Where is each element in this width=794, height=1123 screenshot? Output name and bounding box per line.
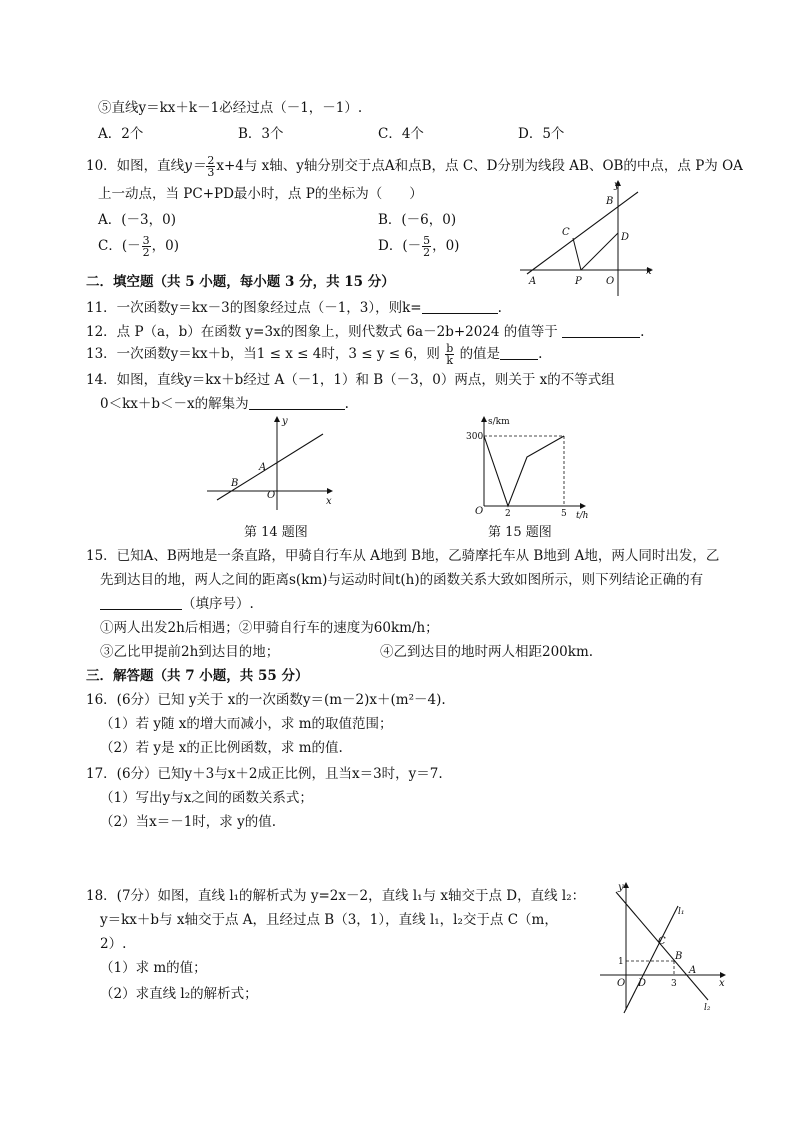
q12: 12．点 P（a，b）在函数 y=3x的图象上，则代数式 6a－2b+2024 的值等于 . — [86, 324, 645, 340]
q10-fig-point-c: C — [562, 227, 570, 238]
q18-part1: （1）求 m的值； — [100, 960, 207, 976]
q13: 13．一次函数y＝kx＋b，当1 ≤ x ≤ 4时，3 ≤ y ≤ 6，则 $\frac{b}{k}$ 的值是 . — [86, 342, 543, 367]
q14-fig-point-b: B — [231, 478, 239, 489]
q18-fig-y-label: y — [618, 882, 624, 893]
q10-fraction: $\frac{2}{3}$ — [207, 154, 215, 179]
q18-fig-l2-label: l₂ — [704, 1003, 711, 1013]
q14-fig-point-a: A — [259, 462, 267, 473]
q18-fig-y1: 1 — [618, 957, 624, 967]
q10-option-c: C．(－ $\frac{3}{2}$ ，0) — [98, 234, 179, 259]
q10-option-d: D．(－ $\frac{5}{2}$ ，0) — [378, 234, 460, 259]
q18-fig-point-a: A — [689, 965, 697, 976]
q15-answer-blank — [100, 595, 182, 610]
q11: 11．一次函数y＝kx－3的图象经过点（－1，3），则k= . — [86, 300, 502, 316]
section-3-heading: 三．解答题（共 7 小题，共 55 分） — [86, 668, 309, 684]
q18-fig-point-d: D — [638, 978, 647, 989]
q15-fig-y300: 300 — [466, 432, 484, 442]
q9-option-b: B．3个 — [238, 126, 284, 142]
q15-caption: 第 15 题图 — [488, 525, 552, 540]
q15-stem-line1: 15．已知A、B两地是一条直路，甲骑自行车从 A地到 B地，乙骑摩托车从 B地到 A地，两人同时出发，乙 — [86, 548, 720, 564]
q9-item5: ⑤直线y＝kx＋k－1必经过点（－1，－1）. — [98, 100, 363, 116]
q18-fig-l1-label: l₁ — [678, 907, 685, 917]
q16-part1: （1）若 y随 x的增大而减小，求 m的取值范围； — [100, 716, 393, 732]
q15-stem-line2: 先到达目的地，两人之间的距离s(km)与运动时间t(h)的函数关系大致如图所示，则下列结论正确的有 — [100, 572, 704, 588]
q14-stem-line2: 0＜kx＋b＜－x的解集为 . — [100, 396, 349, 412]
q15-fig-x-label: t/h — [576, 511, 589, 521]
q10-option-b: B．(－6，0) — [378, 212, 457, 228]
q18-fig-point-b: B — [675, 951, 683, 962]
q10-fig-point-b: B — [606, 196, 614, 207]
q10-fig-point-p: P — [575, 276, 582, 287]
q9-option-c: C．4个 — [378, 126, 424, 142]
q14-caption: 第 14 题图 — [244, 525, 308, 540]
q10-fig-point-d: D — [621, 232, 630, 243]
q15-choices-1-2: ①两人出发2h后相遇；②甲骑自行车的速度为60km/h； — [100, 620, 439, 636]
q18-fig-point-c: C — [658, 936, 666, 947]
q14-fig-origin: O — [267, 490, 276, 501]
q18-stem-line2: y＝kx＋b与 x轴交于点 A，且经过点 B（3，1），直线 l₁，l₂交于点 C（m， — [100, 912, 558, 928]
q17-stem: 17．(6分）已知y＋3与x＋2成正比例，且当x＝3时，y＝7. — [86, 766, 443, 782]
q12-answer-blank — [562, 323, 640, 338]
q18-fig-origin: O — [617, 978, 626, 989]
q13-answer-blank — [500, 345, 538, 360]
q18-part2: （2）求直线 l₂的解析式； — [100, 986, 258, 1002]
q14-figure — [205, 416, 335, 512]
q11-answer-blank — [422, 299, 498, 314]
q14-fig-x-label: x — [326, 496, 332, 507]
q9-option-d: D．5个 — [518, 126, 565, 142]
section-2-heading: 二．填空题（共 5 小题，每小题 3 分，共 15 分） — [86, 274, 395, 290]
q9-option-a: A．2个 — [98, 126, 144, 142]
q10-figure — [515, 178, 655, 298]
q16-stem: 16．(6分）已知 y关于 x的一次函数y＝(m－2)x＋(m²－4). — [86, 692, 446, 708]
q14-stem-line1: 14．如图，直线y＝kx＋b经过 A（－1，1）和 B（－3，0）两点，则关于 x的不等式组 — [86, 372, 615, 388]
q17-part2: （2）当x＝－1时，求 y的值. — [100, 814, 277, 830]
q10-stem-line2: 上一动点，当 PC+PD最小时，点 P的坐标为（ ） — [98, 186, 423, 202]
q14-answer-blank — [249, 395, 345, 410]
q15-fig-x5: 5 — [561, 509, 567, 519]
q17-part1: （1）写出y与x之间的函数关系式； — [100, 790, 313, 806]
q10-fig-origin: O — [606, 276, 615, 287]
q18-stem-line3: 2）. — [100, 936, 127, 952]
q15-fig-y-label: s/km — [488, 417, 510, 427]
q15-choice-3: ③乙比甲提前2h到达目的地； — [100, 644, 280, 660]
q10-option-a: A．(－3，0) — [98, 212, 176, 228]
q10-fig-point-a: A — [529, 276, 537, 287]
q10-fig-y-label: y — [614, 180, 620, 191]
q15-stem-line3: （填序号）. — [100, 594, 254, 614]
q10-fig-x-label: x — [646, 266, 652, 277]
q15-fig-origin: O — [475, 506, 484, 517]
q18-stem-line1: 18．(7分）如图，直线 l₁的解析式为 y=2x－2，直线 l₁与 x轴交于点 D，直线 l₂： — [86, 888, 586, 904]
q14-fig-y-label: y — [282, 416, 288, 427]
q18-fig-x-label: x — [719, 978, 725, 989]
q18-fig-x3: 3 — [671, 979, 677, 989]
q15-figure — [462, 414, 592, 521]
q18-figure — [598, 878, 728, 1014]
q15-choice-4: ④乙到达目的地时两人相距200km. — [380, 644, 594, 660]
q15-fig-x2: 2 — [505, 509, 511, 519]
q10-stem-line1: 10．如图，直线y＝ $\frac{2}{3}$ x+4与 x轴、y轴分别交于点A和点B，点 C、D分别为线段 AB、OB的中点，点 P为 OA — [86, 154, 743, 179]
q16-part2: （2）若 y是 x的正比例函数，求 m的值. — [100, 740, 343, 756]
